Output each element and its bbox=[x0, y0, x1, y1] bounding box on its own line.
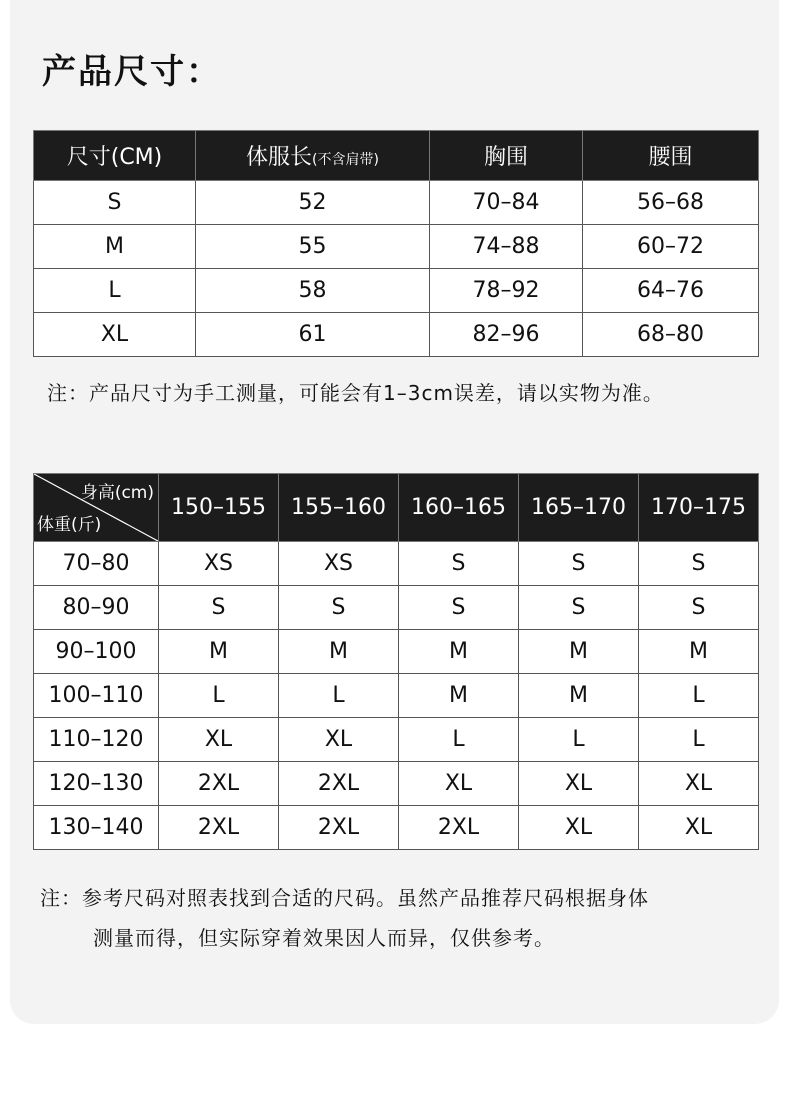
cell-recommended-size: M bbox=[279, 630, 399, 674]
cell-recommended-size: XL bbox=[159, 718, 279, 762]
table-row bbox=[34, 313, 759, 357]
table-row bbox=[34, 674, 759, 718]
cell-recommended-size: S bbox=[639, 542, 759, 586]
cell-chest: 78–92 bbox=[430, 269, 583, 313]
table-row bbox=[34, 542, 759, 586]
cell-size: S bbox=[34, 181, 196, 225]
corner-height-label: 身高(cm) bbox=[80, 483, 154, 503]
header-height-range: 160–165 bbox=[399, 474, 519, 542]
header-chest: 胸围 bbox=[430, 131, 583, 181]
header-height-range: 155–160 bbox=[279, 474, 399, 542]
header-waist: 腰围 bbox=[583, 131, 759, 181]
cell-length: 55 bbox=[196, 225, 430, 269]
recommendation-note-line2: 测量而得，但实际穿着效果因人而异，仅供参考。 bbox=[93, 926, 555, 950]
cell-recommended-size: 2XL bbox=[279, 806, 399, 850]
cell-chest: 70–84 bbox=[430, 181, 583, 225]
cell-weight-range: 80–90 bbox=[34, 586, 159, 630]
table-row bbox=[34, 269, 759, 313]
recommendation-note-line1: 注：参考尺码对照表找到合适的尺码。虽然产品推荐尺码根据身体 bbox=[40, 886, 649, 910]
table-row bbox=[34, 181, 759, 225]
recommendation-header-row bbox=[34, 474, 759, 542]
cell-recommended-size: S bbox=[279, 586, 399, 630]
size-table-header-row bbox=[34, 131, 759, 181]
cell-recommended-size: XL bbox=[519, 762, 639, 806]
table-row bbox=[34, 718, 759, 762]
cell-recommended-size: XL bbox=[279, 718, 399, 762]
corner-cell bbox=[34, 474, 159, 542]
cell-weight-range: 90–100 bbox=[34, 630, 159, 674]
cell-waist: 68–80 bbox=[583, 313, 759, 357]
cell-chest: 74–88 bbox=[430, 225, 583, 269]
table-row bbox=[34, 762, 759, 806]
cell-recommended-size: XS bbox=[279, 542, 399, 586]
cell-recommended-size: M bbox=[399, 674, 519, 718]
cell-recommended-size: M bbox=[399, 630, 519, 674]
table-row bbox=[34, 630, 759, 674]
cell-waist: 64–76 bbox=[583, 269, 759, 313]
cell-length: 58 bbox=[196, 269, 430, 313]
table-row bbox=[34, 225, 759, 269]
cell-recommended-size: L bbox=[639, 674, 759, 718]
header-height-range: 165–170 bbox=[519, 474, 639, 542]
cell-recommended-size: S bbox=[519, 586, 639, 630]
cell-recommended-size: L bbox=[519, 718, 639, 762]
cell-recommended-size: S bbox=[399, 542, 519, 586]
recommendation-table bbox=[33, 473, 759, 850]
header-size: 尺寸(CM) bbox=[34, 131, 196, 181]
header-length-label: 体服长 bbox=[246, 145, 313, 170]
size-table bbox=[33, 130, 759, 357]
cell-weight-range: 110–120 bbox=[34, 718, 159, 762]
cell-recommended-size: XS bbox=[159, 542, 279, 586]
cell-waist: 60–72 bbox=[583, 225, 759, 269]
cell-weight-range: 130–140 bbox=[34, 806, 159, 850]
cell-weight-range: 100–110 bbox=[34, 674, 159, 718]
cell-weight-range: 120–130 bbox=[34, 762, 159, 806]
cell-recommended-size: XL bbox=[639, 762, 759, 806]
cell-recommended-size: S bbox=[519, 542, 639, 586]
cell-recommended-size: M bbox=[639, 630, 759, 674]
header-height-range: 170–175 bbox=[639, 474, 759, 542]
cell-recommended-size: L bbox=[639, 718, 759, 762]
cell-recommended-size: 2XL bbox=[279, 762, 399, 806]
cell-size: L bbox=[34, 269, 196, 313]
cell-size: M bbox=[34, 225, 196, 269]
cell-recommended-size: S bbox=[639, 586, 759, 630]
cell-recommended-size: L bbox=[279, 674, 399, 718]
cell-size: XL bbox=[34, 313, 196, 357]
corner-weight-label: 体重(斤) bbox=[37, 515, 102, 535]
cell-recommended-size: 2XL bbox=[159, 762, 279, 806]
cell-recommended-size: XL bbox=[639, 806, 759, 850]
cell-recommended-size: L bbox=[399, 718, 519, 762]
table-row bbox=[34, 586, 759, 630]
cell-length: 61 bbox=[196, 313, 430, 357]
table-row bbox=[34, 806, 759, 850]
cell-recommended-size: 2XL bbox=[159, 806, 279, 850]
cell-recommended-size: S bbox=[399, 586, 519, 630]
header-length bbox=[196, 131, 430, 181]
cell-recommended-size: M bbox=[159, 630, 279, 674]
header-height-range: 150–155 bbox=[159, 474, 279, 542]
cell-recommended-size: L bbox=[159, 674, 279, 718]
cell-recommended-size: M bbox=[519, 630, 639, 674]
cell-weight-range: 70–80 bbox=[34, 542, 159, 586]
cell-recommended-size: XL bbox=[399, 762, 519, 806]
cell-recommended-size: XL bbox=[519, 806, 639, 850]
cell-waist: 56–68 bbox=[583, 181, 759, 225]
cell-recommended-size: S bbox=[159, 586, 279, 630]
cell-chest: 82–96 bbox=[430, 313, 583, 357]
cell-length: 52 bbox=[196, 181, 430, 225]
cell-recommended-size: 2XL bbox=[399, 806, 519, 850]
cell-recommended-size: M bbox=[519, 674, 639, 718]
page-title: 产品尺寸： bbox=[42, 52, 222, 92]
measurement-note: 注：产品尺寸为手工测量，可能会有1–3cm误差，请以实物为准。 bbox=[47, 381, 664, 405]
recommendation-note bbox=[40, 878, 760, 958]
header-length-note: (不含肩带) bbox=[312, 152, 379, 168]
